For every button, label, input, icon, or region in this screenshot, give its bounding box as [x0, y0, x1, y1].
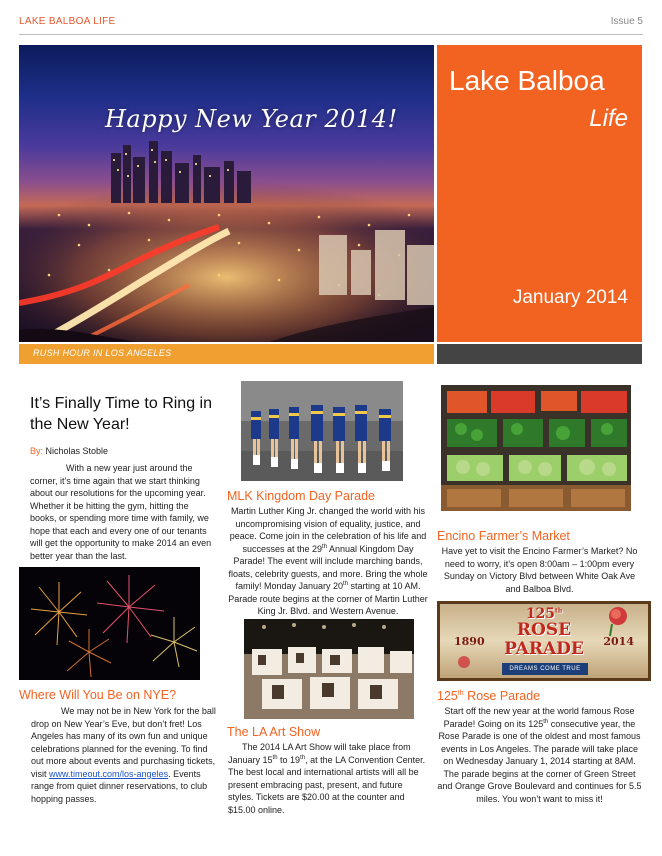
art-text-3: , at the LA Convention Center. The best local and international artists will all be present embracing past, present, and future styles. Tickets are $20.00 at the counter and $15.00 online.	[228, 754, 426, 815]
rose-text-1: Start off the new year at the world famous Rose Parade! Going on its 125	[443, 706, 635, 729]
exhibition-hall-illustration	[244, 619, 414, 719]
hero-caption-bar	[19, 344, 434, 364]
art-text-2: to 19	[277, 754, 301, 765]
masthead-bar	[437, 344, 642, 364]
rose-parade-image	[437, 601, 651, 681]
rose-year-start: 1890	[454, 635, 485, 648]
byline-author: Nicholas Stoble	[45, 446, 109, 456]
masthead-date: January 2014	[512, 287, 628, 308]
farmers-market-photo	[441, 385, 631, 511]
art-text-1: The 2014 LA Art Show will take place from January 15	[228, 742, 411, 765]
rose-word-rose: ROSE	[516, 620, 572, 640]
art-show-body	[228, 741, 428, 816]
hero-image-city-night	[19, 45, 434, 342]
art-sup-1: th	[272, 754, 278, 761]
issue-number: Issue 5	[610, 16, 643, 27]
art-show-heading: The LA Art Show	[227, 725, 321, 739]
mlk-body	[228, 505, 428, 618]
nye-body	[31, 705, 217, 805]
rose-anniversary-sup: th	[555, 607, 563, 615]
encino-heading: Encino Farmer’s Market	[437, 529, 570, 543]
rose-parade-heading	[437, 689, 540, 703]
mlk-text-3: starting at 10 AM. Parade route begins at the corner of Martin Luther King Jr. Blvd. and Western Avenue.	[228, 581, 428, 616]
rose-year-end: 2014	[603, 635, 634, 648]
rose-banner: DREAMS COME TRUE	[502, 663, 588, 675]
hero-caption: RUSH HOUR IN LOS ANGELES	[33, 348, 172, 358]
fireworks-photo	[19, 567, 200, 680]
rose-heading-sup: th	[457, 689, 464, 697]
produce-stand-illustration	[441, 385, 631, 511]
marching-band-illustration	[241, 381, 403, 481]
rose-heading-text: Rose Parade	[463, 689, 541, 703]
mlk-text-2: Annual Kingdom Day Parade! The event will include marching bands, floats, celebrity guests, and more. Bring the whole family! Monday January 20	[228, 543, 428, 591]
byline	[30, 446, 108, 456]
running-header: LAKE BALBOA LIFE	[19, 16, 116, 27]
rose-text-2: consecutive year, the Rose Parade is one of the oldest and most famous events in Los Angeles. The parade will take place on Wednesday January 1, 2014 starting at 8AM. The parade begins at the corner of Green Street and Orange Grove Boulevard and continues for 5.5 miles. You won’t want to miss it!	[437, 718, 642, 804]
header-rule	[19, 34, 643, 35]
rose-word-parade: PARADE	[504, 639, 584, 659]
rose-sup-1: th	[543, 718, 549, 725]
hero-overlay-title: Happy New Year 2014!	[105, 105, 398, 133]
mlk-sup-1: th	[321, 543, 327, 550]
lead-article-body: With a new year just around the corner, it’s time again that we start thinking about our resolutions for the upcoming year. Whether it be hitting the gym, hitting the books, or spending more time with family, we hope that each and every one of our tenants will get the opportunity to make 2014 an even better year than the last.	[30, 463, 212, 561]
byline-label: By:	[30, 446, 44, 456]
art-sup-2: th	[300, 754, 306, 761]
mlk-heading: MLK Kingdom Day Parade	[227, 489, 375, 503]
masthead-subtitle: Life	[589, 105, 628, 132]
lead-article-title: It’s Finally Time to Ring in the New Year!	[30, 395, 212, 433]
timeout-link[interactable]: www.timeout.com/los-angeles	[49, 768, 169, 779]
rose-heading-number: 125	[437, 689, 458, 703]
mlk-sup-2: th	[343, 581, 349, 587]
fireworks-illustration	[19, 567, 200, 680]
city-skyline-illustration	[19, 45, 434, 342]
masthead-box	[437, 45, 642, 342]
parade-photo	[241, 381, 403, 481]
art-show-photo	[244, 619, 414, 719]
nye-body-text: We may not be in New York for the ball drop on New Year’s Eve, but don’t fret! Los Angeles has many of its own fun and unique celebrations planned for the evening. To find out more about events and purchasing tickets, visit	[31, 706, 216, 779]
nye-heading: Where Will You Be on NYE?	[19, 688, 177, 702]
masthead-title: Lake Balboa	[449, 65, 605, 96]
encino-body: Have yet to visit the Encino Farmer’s Market? No need to worry, it’s open 8:00am – 1:00pm every Sunday on Victory Blvd between White Oak Ave and Balboa Blvd.	[441, 546, 638, 594]
rose-parade-body	[437, 705, 642, 805]
mlk-text-1: Martin Luther King Jr. changed the world with his uncompromising vision of equality, justice, and peace. Come join in the celebration of his life and successes at the 29	[229, 506, 427, 554]
nye-body-text-end: . Events range from quiet dinner reservations, to club hopping passes.	[31, 768, 208, 804]
rose-anniversary-number: 125	[525, 606, 556, 622]
